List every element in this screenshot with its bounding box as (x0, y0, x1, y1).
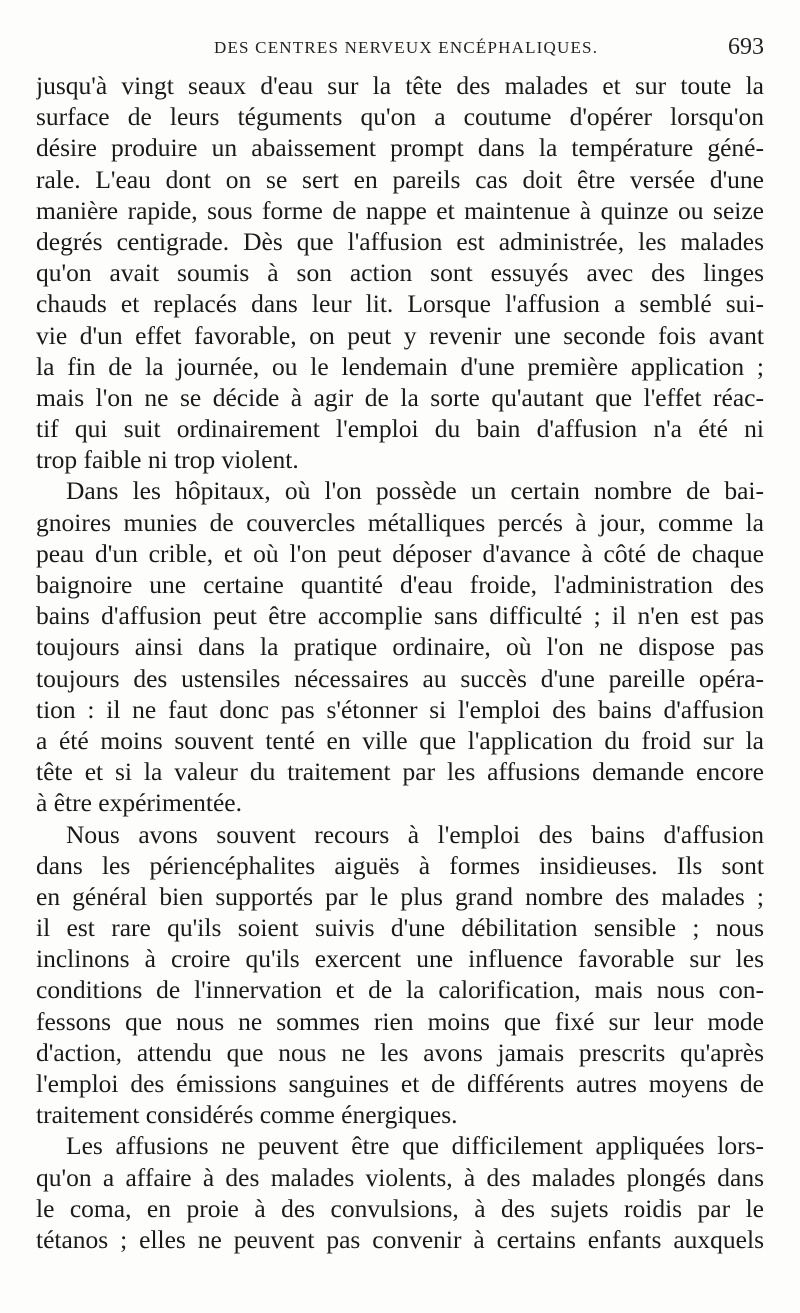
text-line: la fin de la journée, ou le lendemain d'une première application ; (36, 351, 764, 381)
text-line: vie d'un effet favorable, on peut y revenir une seconde fois avant (36, 320, 764, 350)
text-line: désire produire un abaissement prompt dans la température géné- (36, 133, 764, 163)
running-title: DES CENTRES NERVEUX ENCÉPHALIQUES. (214, 38, 599, 57)
text-line: toujours des ustensiles nécessaires au succès d'une pareille opéra- (36, 663, 764, 693)
text-line: mais l'on ne se décide à agir de la sorte qu'autant que l'effet réac- (36, 382, 764, 412)
text-line: gnoires munies de couvercles métalliques percés à jour, comme la (36, 507, 764, 537)
text-line: baignoire une certaine quantité d'eau froide, l'administration des (36, 570, 764, 599)
text-line: tif qui suit ordinairement l'emploi du bain d'affusion n'a été ni (36, 414, 764, 444)
text-line: à être expérimentée. (36, 788, 242, 818)
text-line: Dans les hôpitaux, où l'on possède un certain nombre de bai- (66, 476, 764, 506)
text-line: tion : il ne faut donc pas s'étonner si l'emploi des bains d'affusion (36, 694, 764, 724)
text-line: bains d'affusion peut être accomplie sans difficulté ; il n'en est pas (36, 601, 764, 631)
paragraph (36, 819, 764, 1131)
text-line: surface de leurs téguments qu'on a coutume d'opérer lorsqu'on (36, 102, 764, 132)
text-line: qu'on a affaire à des malades violents, à des malades plongés dans (36, 1162, 764, 1192)
text-line: rale. L'eau dont on se sert en pareils cas doit être versée d'une (36, 164, 764, 194)
paragraph (36, 1130, 764, 1255)
text-line: dans les périencéphalites aiguës à formes insidieuses. Ils sont (36, 850, 764, 880)
text-line: traitement considérés comme énergiques. (36, 1100, 458, 1130)
text-line: Nous avons souvent recours à l'emploi des bains d'affusion (66, 819, 764, 849)
body-text (36, 70, 764, 1255)
text-line: peau d'un crible, et où l'on peut déposer d'avance à côté de chaque (36, 538, 764, 568)
text-line: tétanos ; elles ne peuvent pas convenir à certains enfants auxquels (36, 1224, 764, 1254)
text-line: jusqu'à vingt seaux d'eau sur la tête des malades et sur toute la (36, 71, 764, 100)
text-line: le coma, en proie à des convulsions, à des sujets roidis par le (36, 1193, 764, 1223)
text-line: degrés centigrade. Dès que l'affusion est administrée, les malades (36, 226, 764, 256)
text-line: d'action, attendu que nous ne les avons jamais prescrits qu'après (36, 1037, 764, 1067)
text-line: tête et si la valeur du traitement par les affusions demande encore (36, 757, 764, 787)
text-line: inclinons à croire qu'ils exercent une influence favorable sur les (36, 944, 764, 974)
text-line: qu'on avait soumis à son action sont essuyés avec des linges (36, 258, 764, 288)
text-line: fessons que nous ne sommes rien moins que fixé sur leur mode (36, 1006, 764, 1036)
text-line: Les affusions ne peuvent être que difficilement appliquées lors- (66, 1131, 764, 1161)
text-line: il est rare qu'ils soient suivis d'une débilitation sensible ; nous (36, 913, 764, 943)
text-line: trop faible ni trop violent. (36, 445, 299, 475)
text-line: manière rapide, sous forme de nappe et maintenue à quinze ou seize (36, 195, 764, 225)
text-line: l'emploi des émissions sanguines et de différents autres moyens de (36, 1069, 764, 1098)
paragraph (36, 475, 764, 818)
text-line: chauds et replacés dans leur lit. Lorsque l'affusion a semblé sui- (36, 289, 764, 319)
text-line: a été moins souvent tenté en ville que l'application du froid sur la (36, 725, 764, 755)
paragraph (36, 70, 764, 475)
page-number: 693 (728, 34, 764, 60)
running-header (0, 34, 800, 64)
text-line: conditions de l'innervation et de la calorification, mais nous con- (36, 975, 764, 1005)
text-line: toujours ainsi dans la pratique ordinaire, où l'on ne dispose pas (36, 632, 764, 662)
text-line: en général bien supportés par le plus grand nombre des malades ; (36, 881, 764, 911)
